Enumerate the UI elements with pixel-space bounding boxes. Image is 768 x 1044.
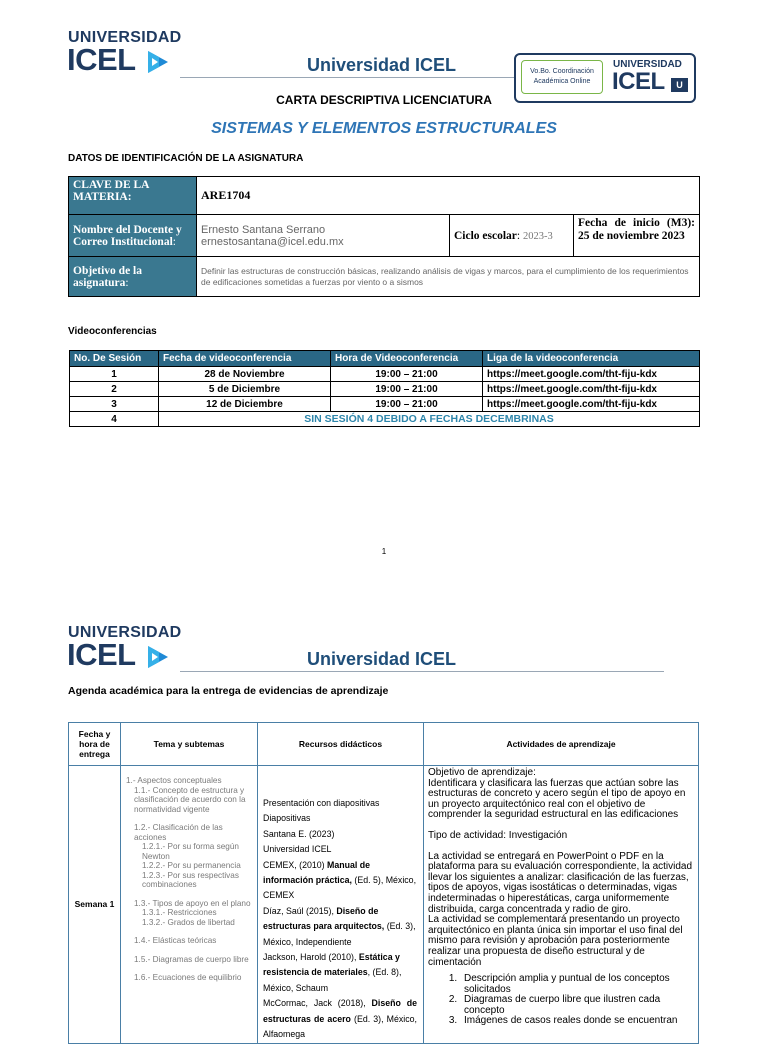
- tema-item: 1.6.- Ecuaciones de equilibrio: [134, 973, 242, 982]
- ref-title: Diseño de estructuras para arquitectos,: [263, 905, 385, 932]
- header-rule: [180, 77, 518, 78]
- ref-title: Manual de información práctica,: [263, 859, 371, 886]
- clave-value: ARE1704: [197, 177, 700, 215]
- id-section-label: DATOS DE IDENTIFICACIÓN DE LA ASIGNATURA: [68, 153, 304, 164]
- agenda-week-row: [69, 766, 699, 1044]
- recurso-item: Universidad ICEL: [263, 844, 332, 855]
- docente-label-text: Nombre del Docente y Correo Institucional: [73, 223, 182, 248]
- badge-text-icel: ICEL: [612, 68, 665, 95]
- session-number: 2: [70, 382, 159, 397]
- vobo-stamp: Vo.Bo. Coordinación Académica Online: [521, 60, 603, 94]
- video-table: [69, 350, 700, 427]
- list-item: 3. Imágenes de casos reales donde se encuentran: [460, 1016, 694, 1027]
- tipo-actividad: Tipo de actividad: Investigación: [428, 829, 568, 841]
- video-table-header: [70, 351, 700, 367]
- ciclo-cell: Ciclo escolar: 2023-3: [450, 215, 574, 257]
- video-row: [70, 412, 700, 427]
- col-fecha: Fecha de videoconferencia: [159, 351, 331, 367]
- docente-name: Ernesto Santana Serrano: [201, 223, 326, 236]
- tema-item: 1.5.- Diagramas de cuerpo libre: [134, 954, 249, 964]
- tema-item: 1.1.- Concepto de estructura y clasificación de acuerdo con la normatividad vigente: [134, 785, 246, 814]
- recurso-item: Diapositivas: [263, 813, 311, 824]
- docente-label: Nombre del Docente y Correo Institucional:: [69, 215, 197, 257]
- tema-item: 1.3.2.- Grados de libertad: [142, 917, 235, 927]
- session-time: 19:00 – 21:00: [331, 382, 483, 397]
- ref-author: Jackson, Harold (2010),: [263, 952, 359, 963]
- week-label: Semana 1: [69, 766, 121, 1044]
- col-actividades: Actividades de aprendizaje: [424, 723, 699, 766]
- col-liga: Liga de la videoconferencia: [483, 351, 700, 367]
- logo-text-universidad: UNIVERSIDAD: [68, 29, 182, 46]
- recurso-reference: [263, 950, 417, 996]
- agenda-table: [68, 722, 699, 1044]
- ref-title: Estática y resistencia de materiales: [263, 952, 400, 978]
- recurso-item: Santana E. (2023): [263, 828, 335, 839]
- session-time: 19:00 – 21:00: [331, 397, 483, 412]
- recursos-cell: [258, 766, 424, 1044]
- actividad-lista: [428, 974, 694, 1027]
- ref-edition: (Ed. 3), México, Independiente: [263, 921, 416, 947]
- tema-item: 1.2.2.- Por su permanencia: [142, 861, 241, 870]
- col-fecha-entrega: Fecha y hora de entrega: [69, 723, 121, 766]
- ref-author: CEMEX, (2010): [263, 859, 328, 870]
- ref-edition: (Ed. 3), México, Alfaomega: [263, 1013, 417, 1040]
- document-title: CARTA DESCRIPTIVA LICENCIATURA: [276, 93, 492, 107]
- recurso-reference: [263, 996, 417, 1042]
- objetivo-value: Definir las estructuras de construcción básicas, realizando análisis de vigas y marcos, para el cumplimiento de los requerimientos de edificaciones sometidas a fuerzas por viento o a sismos: [197, 257, 700, 297]
- clave-label: CLAVE DE LA MATERIA:: [69, 177, 197, 215]
- badge-u-icon: U: [671, 78, 688, 92]
- actividad-descripcion: La actividad se entregará en PowerPoint o PDF en la plataforma para su evaluación correspondiente, la actividad llevar los siguientes a analizar: clasificación de las fuerzas, tipos de apoyos, vigas isostáticas o determinadas, vigas indeterminadas o hiperestáticas, carga uniformemente distribuida, carga concentrada y radio de giro.: [428, 850, 693, 915]
- ref-edition: (Ed. 5), México, CEMEX: [263, 875, 417, 901]
- objetivo-aprendizaje-label: Objetivo de aprendizaje:: [428, 767, 536, 778]
- recurso-reference: [263, 858, 417, 904]
- session-number: 3: [70, 397, 159, 412]
- video-row: [70, 382, 700, 397]
- session-number: 1: [70, 367, 159, 382]
- actividad-complemento: La actividad se complementará presentando un proyecto arquitectónico en planta única sin importar el uso final del mismo para revisión y aprobación para posteriormente realizar una propuesta de diseño estructural y de cimentación: [428, 914, 683, 968]
- tema-item: 1.2.3.- Por sus respectivas combinaciones: [142, 870, 239, 889]
- header-title: Universidad ICEL: [307, 649, 457, 669]
- university-logo: [67, 29, 182, 79]
- temas-cell: [121, 766, 258, 1044]
- identification-table: [68, 176, 700, 297]
- objetivo-aprendizaje-text: Identificara y clasificara las fuerzas que actúan sobre las estructuras de concreto y acero según el tipo de apoyo en un proyecto arquitectónico real con el objetivo de comprender la seguridad estructural en las edificaciones: [428, 777, 686, 821]
- fecha-inicio: Fecha de inicio (M3): 25 de noviembre 2023: [574, 215, 700, 257]
- ref-author: Díaz, Saúl (2015),: [263, 905, 337, 916]
- col-recursos: Recursos didácticos: [258, 723, 424, 766]
- session-date: 12 de Diciembre: [159, 397, 331, 412]
- docente-value: [197, 215, 450, 257]
- objetivo-label-text: Objetivo de la asignatura: [73, 264, 142, 289]
- video-row: [70, 397, 700, 412]
- video-row: [70, 367, 700, 382]
- page-number: 1: [381, 547, 387, 556]
- list-item: 1. Descripción amplia y puntual de los conceptos solicitados: [460, 974, 694, 995]
- col-hora: Hora de Videoconferencia: [331, 351, 483, 367]
- session-date: 5 de Diciembre: [159, 382, 331, 397]
- university-logo: [67, 624, 182, 674]
- ciclo-value: 2023-3: [523, 230, 553, 242]
- tema-item: 1.- Aspectos conceptuales: [126, 776, 222, 785]
- no-session-notice: SIN SESIÓN 4 DEBIDO A FECHAS DECEMBRINAS: [159, 412, 700, 427]
- session-link[interactable]: https://meet.google.com/tht-fiju-kdx: [483, 382, 700, 397]
- objetivo-label: Objetivo de la asignatura:: [69, 257, 197, 297]
- logo-text-universidad: UNIVERSIDAD: [68, 624, 182, 641]
- tema-item: 1.4.- Elásticas teóricas: [134, 936, 217, 945]
- tema-item: 1.2.1.- Por su forma según Newton: [142, 842, 239, 861]
- header-rule: [180, 671, 664, 672]
- tema-item: 1.2.- Clasificación de las acciones: [134, 823, 223, 842]
- agenda-header-row: [69, 723, 699, 766]
- col-sesion: No. De Sesión: [70, 351, 159, 367]
- col-temas: Tema y subtemas: [121, 723, 258, 766]
- tema-item: 1.3.- Tipos de apoyo en el plano: [134, 898, 251, 908]
- list-item: 2. Diagramas de cuerpo libre que ilustren cada concepto: [460, 995, 694, 1016]
- session-date: 28 de Noviembre: [159, 367, 331, 382]
- badge-text-universidad: UNIVERSIDAD: [613, 59, 682, 70]
- ref-edition: , (Ed. 8), México, Schaum: [263, 967, 402, 993]
- logo-play-icon: [146, 644, 170, 670]
- agenda-label: Agenda académica para la entrega de evidencias de aprendizaje: [68, 685, 389, 697]
- logo-text-icel: ICEL: [67, 42, 136, 77]
- ref-title: Diseño de estructuras de acero: [263, 998, 417, 1024]
- tema-item: 1.3.1.- Restricciones: [142, 908, 217, 917]
- subject-title: SISTEMAS Y ELEMENTOS ESTRUCTURALES: [211, 120, 557, 137]
- recurso-item: Presentación con diapositivas: [263, 798, 380, 808]
- logo-text-icel: ICEL: [67, 637, 136, 672]
- docente-email: ernestosantana@icel.edu.mx: [201, 235, 344, 248]
- session-number: 4: [70, 412, 159, 427]
- logo-play-icon: [146, 49, 170, 75]
- session-link[interactable]: https://meet.google.com/tht-fiju-kdx: [483, 367, 700, 382]
- recurso-reference: [263, 904, 417, 950]
- ref-author: McCormac, Jack (2018),: [263, 998, 372, 1009]
- video-section-label: Videoconferencias: [68, 326, 157, 337]
- ciclo-label: Ciclo escolar: [454, 229, 517, 242]
- session-link[interactable]: https://meet.google.com/tht-fiju-kdx: [483, 397, 700, 412]
- session-time: 19:00 – 21:00: [331, 367, 483, 382]
- header-title: Universidad ICEL: [307, 55, 457, 75]
- actividades-cell: [424, 766, 699, 1044]
